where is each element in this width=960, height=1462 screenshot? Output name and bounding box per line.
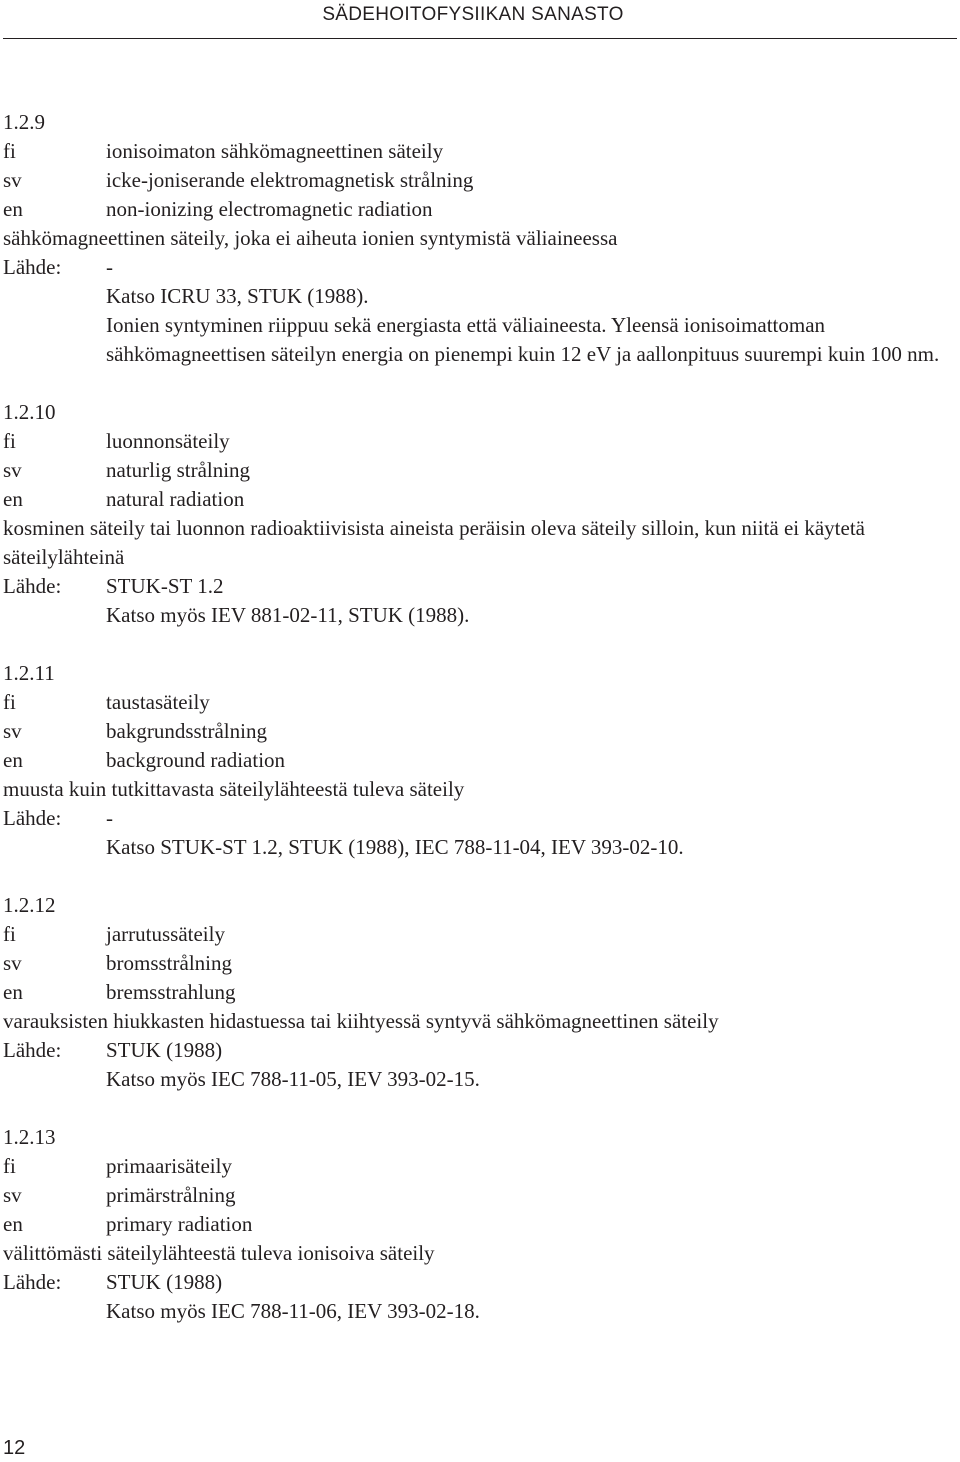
note: Katso STUK-ST 1.2, STUK (1988), IEC 788-11-04, IEV 393-02-10. (106, 835, 684, 859)
lang-code-sv: sv (3, 458, 22, 482)
lang-code-fi: fi (3, 1154, 16, 1178)
term-en: natural radiation (106, 487, 245, 511)
term-en-row (3, 1210, 953, 1239)
lang-code-fi: fi (3, 429, 16, 453)
lang-code-en: en (3, 197, 23, 221)
term-sv-row (3, 717, 953, 746)
entry-number: 1.2.12 (3, 893, 56, 917)
term-sv: bakgrundsstrålning (106, 719, 267, 743)
entry-number: 1.2.11 (3, 661, 55, 685)
header-divider (3, 38, 957, 39)
source-value: STUK-ST 1.2 (106, 574, 224, 598)
term-fi: ionisoimaton sähkömagneettinen säteily (106, 139, 444, 163)
source-value: STUK (1988) (106, 1038, 223, 1062)
lang-code-en: en (3, 487, 23, 511)
glossary-entry (3, 659, 953, 862)
term-fi: luonnonsäteily (106, 429, 230, 453)
term-fi-row (3, 688, 953, 717)
term-en: background radiation (106, 748, 286, 772)
term-sv: naturlig strålning (106, 458, 251, 482)
page-number: 12 (3, 1437, 26, 1459)
lang-code-sv: sv (3, 951, 22, 975)
source-label: Lähde: (3, 1038, 62, 1062)
lang-code-fi: fi (3, 922, 16, 946)
term-fi-row (3, 920, 953, 949)
term-fi: taustasäteily (106, 690, 210, 714)
entry-number: 1.2.13 (3, 1125, 56, 1149)
lang-code-sv: sv (3, 1183, 22, 1207)
definition: kosminen säteily tai luonnon radioaktiivisista aineista peräisin oleva säteily silloin, kun niitä ei käytetä säteilylähteinä (3, 516, 865, 569)
term-sv-row (3, 166, 953, 195)
definition: välittömästi säteilylähteestä tuleva ionisoiva säteily (3, 1241, 435, 1265)
glossary-entry (3, 108, 953, 369)
term-sv: primärstrålning (106, 1183, 236, 1207)
source-row (3, 572, 953, 601)
source-row (3, 1268, 953, 1297)
glossary-entry (3, 891, 953, 1094)
term-fi: jarrutussäteily (106, 922, 225, 946)
source-row (3, 253, 953, 282)
lang-code-fi: fi (3, 690, 16, 714)
term-en: bremsstrahlung (106, 980, 236, 1004)
term-en-row (3, 978, 953, 1007)
glossary-body (3, 108, 953, 1355)
source-label: Lähde: (3, 806, 62, 830)
source-row (3, 804, 953, 833)
term-en-row (3, 195, 953, 224)
term-sv: icke-joniserande elektromagnetisk strålning (106, 168, 474, 192)
definition: sähkömagneettinen säteily, joka ei aiheuta ionien syntymistä väliaineessa (3, 226, 618, 250)
entry-number: 1.2.9 (3, 110, 45, 134)
lang-code-fi: fi (3, 139, 16, 163)
definition: muusta kuin tutkittavasta säteilylähteestä tuleva säteily (3, 777, 465, 801)
term-fi-row (3, 427, 953, 456)
lang-code-en: en (3, 748, 23, 772)
term-en: non-ionizing electromagnetic radiation (106, 197, 433, 221)
definition: varauksisten hiukkasten hidastuessa tai kiihtyessä syntyvä sähkömagneettinen säteily (3, 1009, 719, 1033)
running-header: SÄDEHOITOFYSIIKAN SANASTO (322, 4, 624, 25)
term-fi-row (3, 137, 953, 166)
note: Katso ICRU 33, STUK (1988). (106, 284, 369, 308)
entry-number: 1.2.10 (3, 400, 56, 424)
term-fi: primaarisäteily (106, 1154, 232, 1178)
lang-code-sv: sv (3, 168, 22, 192)
term-sv-row (3, 456, 953, 485)
note: Katso myös IEC 788-11-05, IEV 393-02-15. (106, 1067, 480, 1091)
term-en-row (3, 485, 953, 514)
term-sv: bromsstrålning (106, 951, 232, 975)
source-label: Lähde: (3, 574, 62, 598)
source-label: Lähde: (3, 255, 62, 279)
source-label: Lähde: (3, 1270, 62, 1294)
term-sv-row (3, 1181, 953, 1210)
term-fi-row (3, 1152, 953, 1181)
source-value: STUK (1988) (106, 1270, 223, 1294)
source-value: - (106, 255, 113, 279)
glossary-entry (3, 1123, 953, 1326)
lang-code-en: en (3, 980, 23, 1004)
source-value: - (106, 806, 113, 830)
note: Katso myös IEV 881-02-11, STUK (1988). (106, 603, 470, 627)
term-sv-row (3, 949, 953, 978)
lang-code-en: en (3, 1212, 23, 1236)
term-en: primary radiation (106, 1212, 253, 1236)
note: Katso myös IEC 788-11-06, IEV 393-02-18. (106, 1299, 480, 1323)
source-row (3, 1036, 953, 1065)
lang-code-sv: sv (3, 719, 22, 743)
glossary-entry (3, 398, 953, 630)
note: Ionien syntyminen riippuu sekä energiasta että väliaineesta. Yleensä ionisoimattoman sähkömagneettisen säteilyn energia on pienempi kuin 12 eV ja aallonpituus suurempi kuin 100 nm. (106, 313, 940, 366)
term-en-row (3, 746, 953, 775)
